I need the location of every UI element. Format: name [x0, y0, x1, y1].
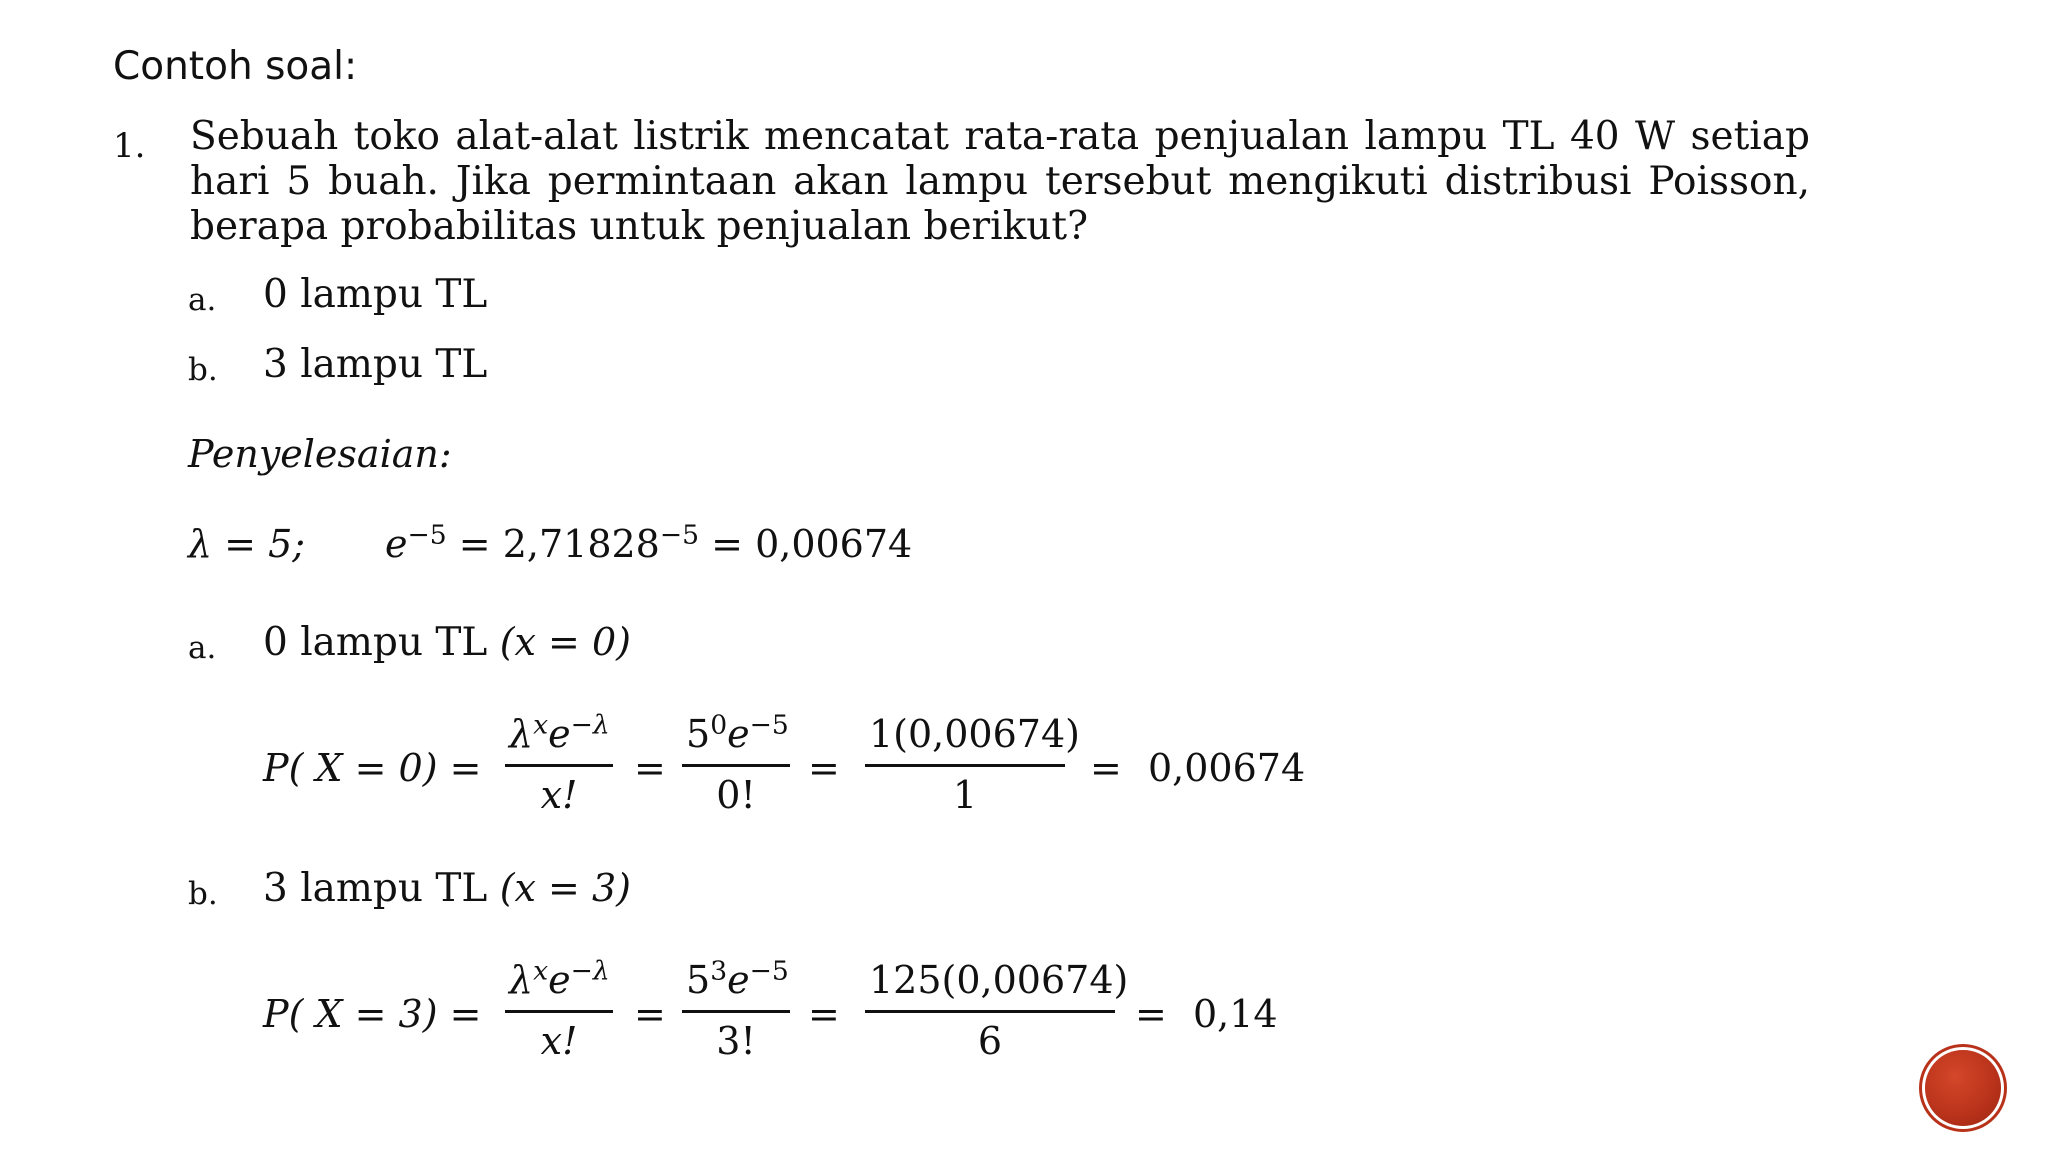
part-a-frac2-num: $5^0e^{-5}$: [686, 709, 789, 756]
part-b-frac2-num: $5^3e^{-5}$: [686, 955, 789, 1002]
part-a-fraction-3: [865, 710, 1080, 819]
option-label-b: b.: [188, 352, 218, 388]
part-b-frac1-den: x!: [540, 1019, 578, 1063]
part-b-label: b.: [188, 876, 218, 912]
part-a-frac3-num: 1(0,00674): [869, 712, 1080, 756]
question-text: Sebuah toko alat-alat listrik mencatat rata-rata penjualan lampu TL 40 W setiap hari 5 buah. Jika permintaan akan lampu tersebut mengikuti distribusi Poisson, berapa probabilitas untuk penjualan berikut?: [190, 114, 1810, 249]
part-a-frac1-den: x!: [540, 773, 578, 817]
part-b-fraction-2: [682, 956, 790, 1065]
question-number: 1.: [113, 126, 146, 166]
page-heading: Contoh soal:: [113, 44, 358, 89]
part-a-frac3-den: 1: [952, 773, 978, 817]
part-b-lhs: P( X = 3) =: [263, 992, 482, 1036]
e-result: = 0,00674: [711, 522, 913, 566]
part-a-frac1-bar: [505, 764, 613, 767]
part-a-title: 0 lampu TL: [263, 620, 488, 665]
part-b-frac2-den: 3!: [716, 1019, 756, 1063]
part-a-frac2-bar: [682, 764, 790, 767]
part-a-fraction-2: [682, 710, 790, 819]
e-equation: [385, 519, 913, 566]
part-b-heading: [263, 866, 631, 911]
option-text-b: 3 lampu TL: [263, 342, 488, 387]
part-a-heading: [263, 620, 631, 665]
e-exponent: −5: [407, 519, 447, 551]
part-a-eq-3: =: [1090, 746, 1122, 790]
solution-title: Penyelesaian:: [188, 432, 452, 476]
part-b-frac2-bar: [682, 1010, 790, 1013]
part-b-frac1-bar: [505, 1010, 613, 1013]
slide-logo-icon: [1925, 1050, 2001, 1126]
option-text-a: 0 lampu TL: [263, 272, 488, 317]
part-b-condition: (x = 3): [499, 866, 631, 910]
e-value: = 2,71828: [458, 522, 660, 566]
part-b-fraction-1: [505, 956, 613, 1065]
part-a-frac2-den: 0!: [716, 773, 756, 817]
part-b-result: 0,14: [1193, 992, 1278, 1036]
part-a-eq-1: =: [634, 746, 666, 790]
part-b-fraction-3: [865, 956, 1129, 1065]
part-b-frac3-bar: [865, 1010, 1115, 1013]
part-a-eq-2: =: [808, 746, 840, 790]
part-a-lhs: P( X = 0) =: [263, 746, 482, 790]
part-b-frac3-den: 6: [977, 1019, 1003, 1063]
lambda-definition: [188, 522, 305, 566]
lambda-text: λ = 5;: [188, 522, 306, 566]
part-b-eq-3: =: [1135, 992, 1167, 1036]
e-value-exponent: −5: [659, 519, 700, 551]
part-a-fraction-1: [505, 710, 613, 819]
part-a-label: a.: [188, 630, 217, 666]
part-a-frac3-bar: [865, 764, 1065, 767]
part-b-frac1-num: $\lambda^xe^{-\lambda}$: [509, 955, 610, 1002]
e-base: e: [385, 522, 408, 566]
part-b-eq-1: =: [634, 992, 666, 1036]
part-a-result: 0,00674: [1148, 746, 1306, 790]
part-b-title: 3 lampu TL: [263, 866, 488, 911]
part-b-frac3-num: 125(0,00674): [869, 958, 1129, 1002]
part-a-condition: (x = 0): [499, 620, 631, 664]
part-a-frac1-num: $\lambda^xe^{-\lambda}$: [509, 709, 610, 756]
option-label-a: a.: [188, 282, 217, 318]
part-b-eq-2: =: [808, 992, 840, 1036]
